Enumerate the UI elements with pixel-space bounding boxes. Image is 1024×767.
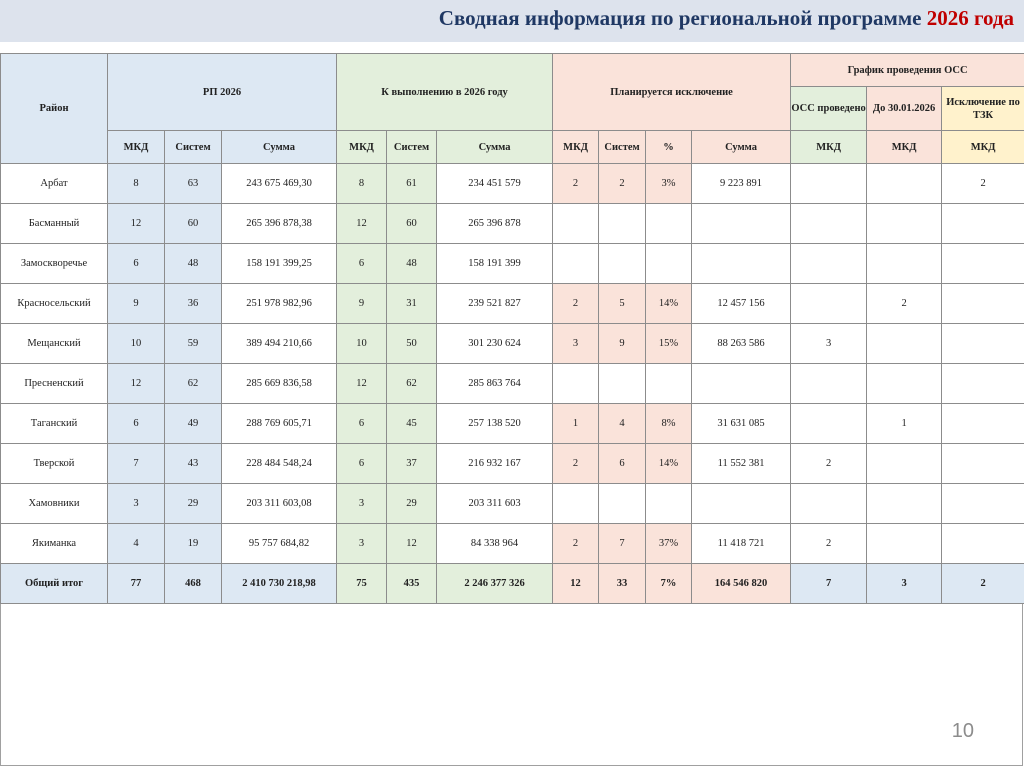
until-date-cell	[867, 444, 942, 484]
total-ex-sum-cell: 2 246 377 326	[437, 564, 553, 604]
rp-sum-cell: 389 494 210,66	[222, 324, 337, 364]
rp-mkd-cell: 8	[108, 164, 165, 204]
rp-sum-cell: 288 769 605,71	[222, 404, 337, 444]
tzk-cell	[942, 244, 1024, 284]
rp-systems-cell: 29	[165, 484, 222, 524]
pl-mkd-cell	[553, 484, 599, 524]
oss-done-cell	[791, 404, 867, 444]
rp-systems-cell: 48	[165, 244, 222, 284]
table-row	[1, 204, 1024, 244]
table-row	[1, 444, 1024, 484]
table-row	[1, 524, 1024, 564]
district-name: Басманный	[1, 204, 108, 244]
ex-mkd-cell: 3	[337, 524, 387, 564]
district-name: Тверской	[1, 444, 108, 484]
pl-sum-cell: 12 457 156	[692, 284, 791, 324]
pl-percent-cell: 3%	[646, 164, 692, 204]
ex-mkd-cell: 3	[337, 484, 387, 524]
ex-sum-cell: 84 338 964	[437, 524, 553, 564]
pl-sum-cell: 9 223 891	[692, 164, 791, 204]
oss-done-cell	[791, 164, 867, 204]
ex-sum-cell: 265 396 878	[437, 204, 553, 244]
ex-systems-cell: 12	[387, 524, 437, 564]
rp-sum-cell: 228 484 548,24	[222, 444, 337, 484]
pl-systems-cell: 5	[599, 284, 646, 324]
until-date-cell	[867, 484, 942, 524]
ex-mkd-cell: 6	[337, 444, 387, 484]
until-date-cell: 2	[867, 284, 942, 324]
total-until-date-cell: 3	[867, 564, 942, 604]
district-name: Пресненский	[1, 364, 108, 404]
district-name: Якиманка	[1, 524, 108, 564]
header-pl-sum: Сумма	[692, 131, 791, 164]
header-execution: К выполнению в 2026 году	[337, 54, 553, 131]
rp-mkd-cell: 4	[108, 524, 165, 564]
total-rp-systems-cell: 468	[165, 564, 222, 604]
rp-systems-cell: 43	[165, 444, 222, 484]
tzk-cell	[942, 324, 1024, 364]
header-rp: РП 2026	[108, 54, 337, 131]
pl-systems-cell: 4	[599, 404, 646, 444]
table-row	[1, 164, 1024, 204]
page-title	[439, 6, 1014, 31]
pl-percent-cell	[646, 204, 692, 244]
header-tzk-mkd: МКД	[942, 131, 1024, 164]
until-date-cell	[867, 244, 942, 284]
total-row	[1, 564, 1024, 604]
header-pl-percent: %	[646, 131, 692, 164]
pl-sum-cell: 11 418 721	[692, 524, 791, 564]
table-row	[1, 484, 1024, 524]
rp-sum-cell: 285 669 836,58	[222, 364, 337, 404]
tzk-cell	[942, 404, 1024, 444]
total-tzk-cell: 2	[942, 564, 1024, 604]
pl-sum-cell	[692, 244, 791, 284]
page-number: 10	[951, 720, 974, 742]
rp-systems-cell: 36	[165, 284, 222, 324]
pl-mkd-cell	[553, 364, 599, 404]
rp-systems-cell: 59	[165, 324, 222, 364]
ex-mkd-cell: 12	[337, 204, 387, 244]
rp-mkd-cell: 6	[108, 404, 165, 444]
tzk-cell	[942, 284, 1024, 324]
summary-table	[0, 53, 1024, 604]
pl-percent-cell: 14%	[646, 444, 692, 484]
pl-sum-cell: 11 552 381	[692, 444, 791, 484]
total-label: Общий итог	[1, 564, 108, 604]
ex-mkd-cell: 6	[337, 404, 387, 444]
rp-mkd-cell: 3	[108, 484, 165, 524]
header-ex-systems: Систем	[387, 131, 437, 164]
district-name: Замоскворечье	[1, 244, 108, 284]
rp-systems-cell: 19	[165, 524, 222, 564]
pl-mkd-cell: 2	[553, 444, 599, 484]
header-rp-sum: Сумма	[222, 131, 337, 164]
pl-mkd-cell: 2	[553, 524, 599, 564]
oss-done-cell	[791, 284, 867, 324]
pl-systems-cell	[599, 244, 646, 284]
until-date-cell	[867, 204, 942, 244]
district-name: Арбат	[1, 164, 108, 204]
header-rp-systems: Систем	[165, 131, 222, 164]
ex-mkd-cell: 6	[337, 244, 387, 284]
header-oss-done: ОСС проведено	[791, 87, 867, 131]
rp-sum-cell: 243 675 469,30	[222, 164, 337, 204]
header-tzk-exclusion: Исключение по ТЗК	[942, 87, 1024, 131]
header-ex-sum: Сумма	[437, 131, 553, 164]
oss-done-cell: 2	[791, 524, 867, 564]
rp-sum-cell: 203 311 603,08	[222, 484, 337, 524]
pl-systems-cell: 6	[599, 444, 646, 484]
ex-sum-cell: 239 521 827	[437, 284, 553, 324]
pl-percent-cell	[646, 484, 692, 524]
header-oss-mkd: МКД	[791, 131, 867, 164]
pl-mkd-cell: 1	[553, 404, 599, 444]
ex-systems-cell: 50	[387, 324, 437, 364]
rp-sum-cell: 95 757 684,82	[222, 524, 337, 564]
ex-sum-cell: 158 191 399	[437, 244, 553, 284]
title-year: 2026 года	[926, 6, 1014, 30]
oss-done-cell	[791, 364, 867, 404]
rp-mkd-cell: 6	[108, 244, 165, 284]
pl-percent-cell: 15%	[646, 324, 692, 364]
rp-mkd-cell: 9	[108, 284, 165, 324]
ex-sum-cell: 257 138 520	[437, 404, 553, 444]
pl-sum-cell: 31 631 085	[692, 404, 791, 444]
pl-mkd-cell: 2	[553, 284, 599, 324]
tzk-cell	[942, 364, 1024, 404]
ex-mkd-cell: 8	[337, 164, 387, 204]
ex-systems-cell: 62	[387, 364, 437, 404]
title-bar	[0, 0, 1024, 42]
rp-sum-cell: 251 978 982,96	[222, 284, 337, 324]
ex-systems-cell: 61	[387, 164, 437, 204]
ex-sum-cell: 234 451 579	[437, 164, 553, 204]
table-row	[1, 284, 1024, 324]
header-district: Район	[1, 54, 108, 164]
pl-systems-cell: 7	[599, 524, 646, 564]
pl-percent-cell: 37%	[646, 524, 692, 564]
total-pl-percent-cell: 7%	[646, 564, 692, 604]
total-rp-mkd-cell: 77	[108, 564, 165, 604]
oss-done-cell: 2	[791, 444, 867, 484]
header-rp-mkd: МКД	[108, 131, 165, 164]
pl-systems-cell	[599, 364, 646, 404]
pl-percent-cell	[646, 244, 692, 284]
header-until-date: До 30.01.2026	[867, 87, 942, 131]
district-name: Таганский	[1, 404, 108, 444]
pl-systems-cell: 9	[599, 324, 646, 364]
total-pl-sum-cell: 164 546 820	[692, 564, 791, 604]
until-date-cell	[867, 364, 942, 404]
rp-sum-cell: 265 396 878,38	[222, 204, 337, 244]
pl-sum-cell: 88 263 586	[692, 324, 791, 364]
total-ex-systems-cell: 435	[387, 564, 437, 604]
pl-percent-cell: 8%	[646, 404, 692, 444]
pl-mkd-cell	[553, 244, 599, 284]
pl-mkd-cell: 3	[553, 324, 599, 364]
oss-done-cell: 3	[791, 324, 867, 364]
tzk-cell	[942, 524, 1024, 564]
rp-sum-cell: 158 191 399,25	[222, 244, 337, 284]
title-prefix: Сводная информация по региональной программе	[438, 6, 922, 30]
total-ex-mkd-cell: 75	[337, 564, 387, 604]
tzk-cell	[942, 444, 1024, 484]
ex-systems-cell: 29	[387, 484, 437, 524]
header-pl-mkd: МКД	[553, 131, 599, 164]
district-name: Красносельский	[1, 284, 108, 324]
rp-systems-cell: 63	[165, 164, 222, 204]
pl-sum-cell	[692, 364, 791, 404]
rp-systems-cell: 49	[165, 404, 222, 444]
table-row	[1, 404, 1024, 444]
rp-mkd-cell: 10	[108, 324, 165, 364]
ex-mkd-cell: 10	[337, 324, 387, 364]
until-date-cell	[867, 324, 942, 364]
district-name: Хамовники	[1, 484, 108, 524]
ex-systems-cell: 45	[387, 404, 437, 444]
until-date-cell	[867, 524, 942, 564]
district-name: Мещанский	[1, 324, 108, 364]
pl-systems-cell	[599, 204, 646, 244]
ex-systems-cell: 37	[387, 444, 437, 484]
ex-mkd-cell: 12	[337, 364, 387, 404]
tzk-cell	[942, 204, 1024, 244]
header-exclusion: Планируется исключение	[553, 54, 791, 131]
header-pl-systems: Систем	[599, 131, 646, 164]
ex-systems-cell: 31	[387, 284, 437, 324]
oss-done-cell	[791, 244, 867, 284]
header-schedule: График проведения ОСС	[791, 54, 1024, 87]
ex-sum-cell: 285 863 764	[437, 364, 553, 404]
header-ex-mkd: МКД	[337, 131, 387, 164]
until-date-cell	[867, 164, 942, 204]
pl-percent-cell: 14%	[646, 284, 692, 324]
rp-mkd-cell: 12	[108, 204, 165, 244]
table-row	[1, 244, 1024, 284]
ex-mkd-cell: 9	[337, 284, 387, 324]
table-row	[1, 324, 1024, 364]
pl-percent-cell	[646, 364, 692, 404]
ex-sum-cell: 301 230 624	[437, 324, 553, 364]
rp-systems-cell: 62	[165, 364, 222, 404]
pl-sum-cell	[692, 204, 791, 244]
header-until-mkd: МКД	[867, 131, 942, 164]
pl-mkd-cell: 2	[553, 164, 599, 204]
pl-systems-cell	[599, 484, 646, 524]
until-date-cell: 1	[867, 404, 942, 444]
pl-systems-cell: 2	[599, 164, 646, 204]
tzk-cell	[942, 484, 1024, 524]
table-row	[1, 364, 1024, 404]
pl-sum-cell	[692, 484, 791, 524]
oss-done-cell	[791, 484, 867, 524]
ex-systems-cell: 60	[387, 204, 437, 244]
ex-systems-cell: 48	[387, 244, 437, 284]
pl-mkd-cell	[553, 204, 599, 244]
rp-mkd-cell: 7	[108, 444, 165, 484]
ex-sum-cell: 203 311 603	[437, 484, 553, 524]
total-pl-systems-cell: 33	[599, 564, 646, 604]
ex-sum-cell: 216 932 167	[437, 444, 553, 484]
total-oss-done-cell: 7	[791, 564, 867, 604]
total-rp-sum-cell: 2 410 730 218,98	[222, 564, 337, 604]
tzk-cell: 2	[942, 164, 1024, 204]
rp-systems-cell: 60	[165, 204, 222, 244]
rp-mkd-cell: 12	[108, 364, 165, 404]
total-pl-mkd-cell: 12	[553, 564, 599, 604]
oss-done-cell	[791, 204, 867, 244]
